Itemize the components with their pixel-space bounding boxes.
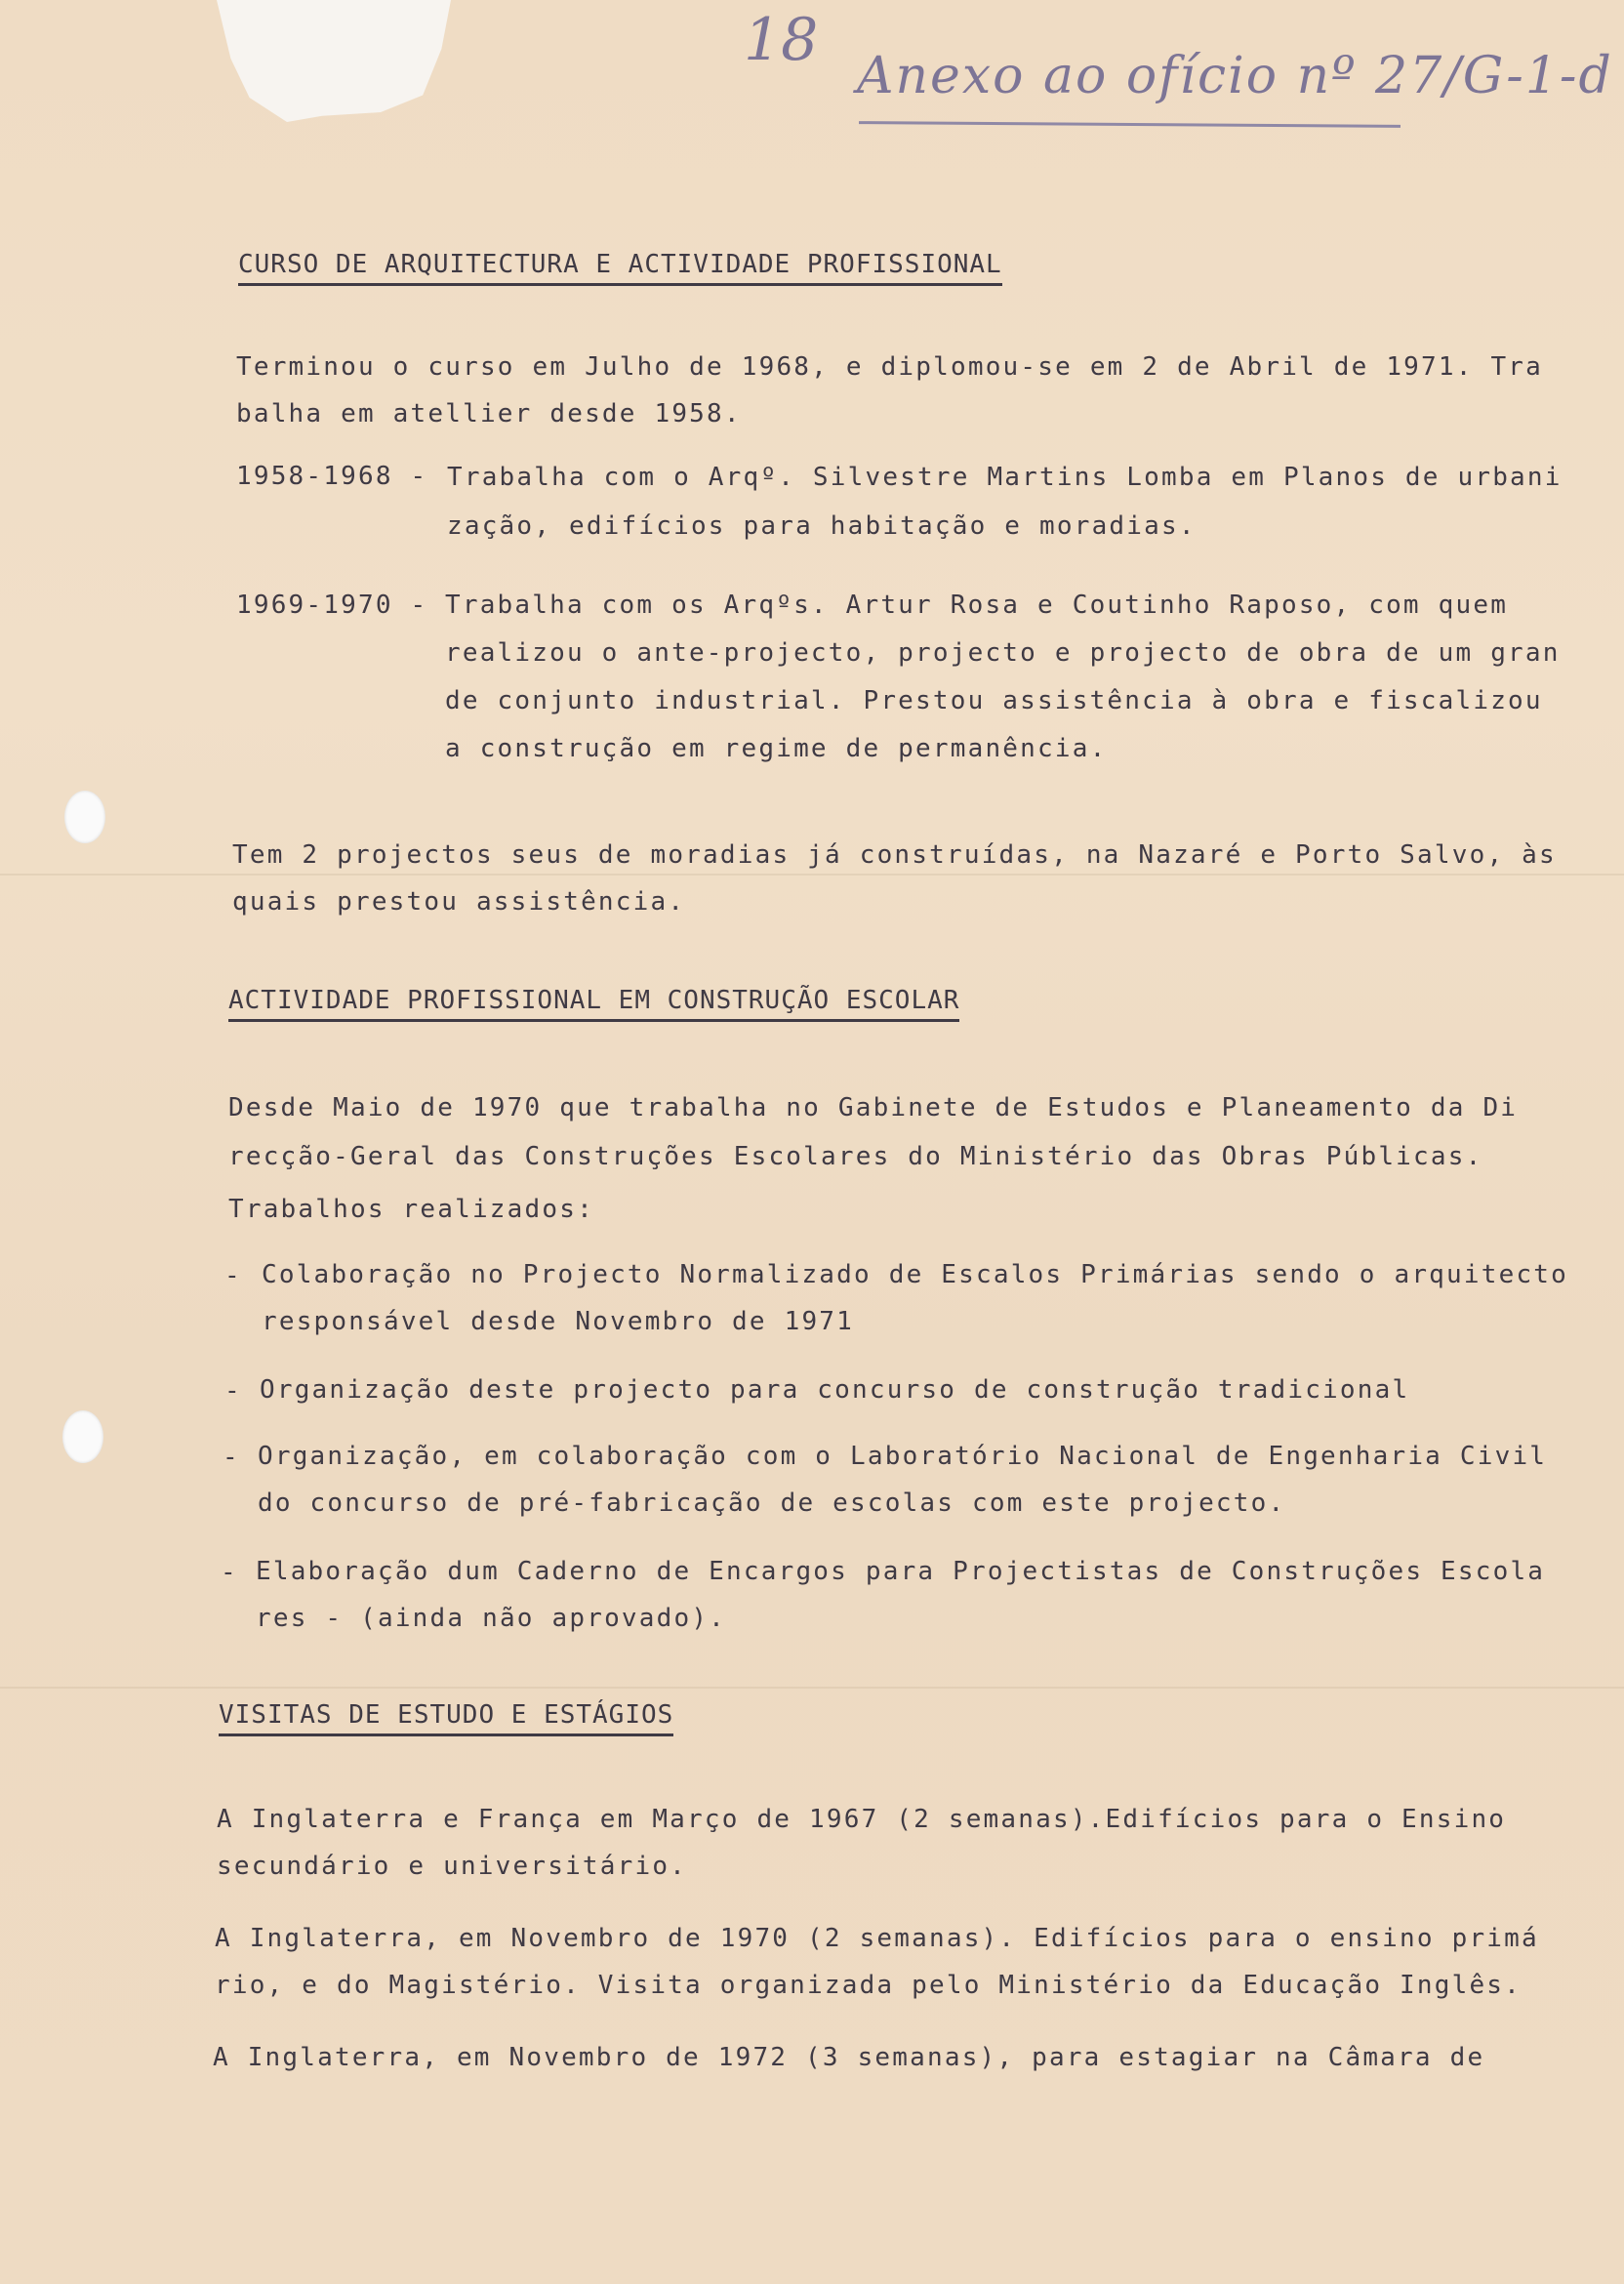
text-line: a construção em regime de permanência. <box>445 734 1108 763</box>
text-line: res - (ainda não aprovado). <box>256 1604 727 1633</box>
text-line: A Inglaterra, em Novembro de 1972 (3 semanas), para estagiar na Câmara de <box>213 2043 1485 2072</box>
text-line: A Inglaterra e França em Março de 1967 (2 semanas).Edifícios para o Ensino <box>217 1805 1507 1834</box>
text-line: Terminou o curso em Julho de 1968, e diplomou-se em 2 de Abril de 1971. Tra <box>236 352 1543 382</box>
list-item <box>256 1548 1545 1642</box>
text-line: realizou o ante-projecto, projecto e projecto de obra de um gran <box>445 638 1561 668</box>
handwritten-annex-reference: Anexo ao ofício nº 27/G-1-d <box>857 47 1613 105</box>
list-bullet: - <box>221 1558 236 1587</box>
list-bullet: - <box>223 1443 238 1472</box>
text-line: balha em atellier desde 1958. <box>236 399 742 428</box>
paper-fold <box>0 1687 1624 1689</box>
text-line: zação, edifícios para habitação e moradias. <box>447 511 1197 541</box>
punch-hole <box>62 1410 103 1463</box>
text-line: A Inglaterra, em Novembro de 1970 (2 semanas). Edifícios para o ensino primá <box>215 1924 1539 1953</box>
section-heading: VISITAS DE ESTUDO E ESTÁGIOS <box>219 1700 673 1736</box>
text-line: Desde Maio de 1970 que trabalha no Gabinete de Estudos e Planeamento da Di <box>228 1093 1519 1122</box>
section-heading: ACTIVIDADE PROFISSIONAL EM CONSTRUÇÃO ESCOLAR <box>228 986 959 1022</box>
paragraph <box>213 2034 1484 2081</box>
period-years: 1958-1968 - <box>236 462 428 491</box>
period-years: 1969-1970 - <box>236 591 428 620</box>
text-line: Tem 2 projectos seus de moradias já construídas, na Nazaré e Porto Salvo, às <box>232 840 1557 870</box>
paragraph <box>228 1083 1518 1181</box>
works-label: Trabalhos realizados: <box>228 1195 594 1224</box>
list-bullet: - <box>224 1261 240 1290</box>
text-line: Elaboração dum Caderno de Encargos para Projectistas de Construções Escola <box>256 1557 1546 1586</box>
text-line: secundário e universitário. <box>217 1852 688 1881</box>
text-line: do concurso de pré-fabricação de escolas com este projecto. <box>258 1489 1286 1518</box>
period-description <box>447 453 1563 551</box>
text-line: Trabalha com os Arqºs. Artur Rosa e Coutinho Raposo, com quem <box>445 591 1509 620</box>
list-item <box>262 1251 1568 1345</box>
text-line: quais prestou assistência. <box>232 887 686 917</box>
text-line: responsável desde Novembro de 1971 <box>262 1307 855 1336</box>
paragraph <box>236 344 1543 437</box>
text-line: Trabalha com o Arqº. Silvestre Martins Lomba em Planos de urbani <box>447 463 1563 492</box>
text-line: rio, e do Magistério. Visita organizada pelo Ministério da Educação Inglês. <box>215 1971 1522 2000</box>
torn-corner <box>217 0 451 122</box>
handwritten-underline <box>859 121 1401 128</box>
list-bullet: - <box>224 1376 240 1406</box>
text-line: Colaboração no Projecto Normalizado de Escalos Primárias sendo o arquitecto <box>262 1260 1568 1289</box>
paragraph <box>232 832 1557 925</box>
text-line: de conjunto industrial. Prestou assistência à obra e fiscalizou <box>445 686 1543 715</box>
list-item <box>258 1433 1547 1527</box>
paragraph <box>217 1796 1506 1890</box>
text-line: recção-Geral das Construções Escolares do Ministério das Obras Públicas. <box>228 1142 1483 1171</box>
punch-hole <box>64 791 105 843</box>
handwritten-page-number: 18 <box>744 6 819 74</box>
paragraph <box>215 1915 1539 2009</box>
text-line: Organização, em colaboração com o Laboratório Nacional de Engenharia Civil <box>258 1442 1548 1471</box>
period-description <box>445 582 1561 773</box>
text-line: Organização deste projecto para concurso de construção tradicional <box>260 1375 1410 1405</box>
section-heading: CURSO DE ARQUITECTURA E ACTIVIDADE PROFISSIONAL <box>238 250 1002 286</box>
list-item <box>260 1366 1409 1413</box>
